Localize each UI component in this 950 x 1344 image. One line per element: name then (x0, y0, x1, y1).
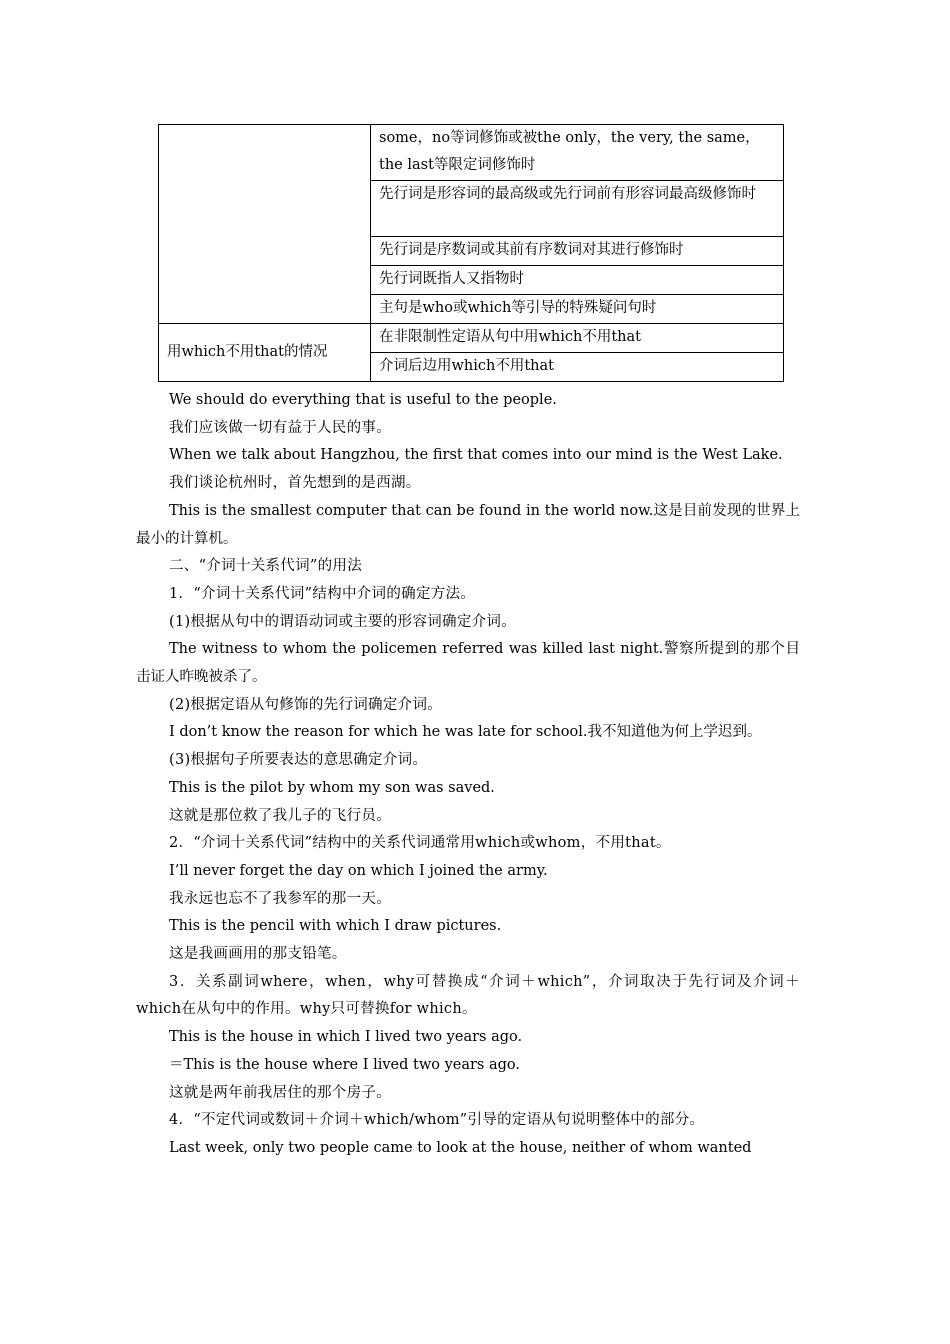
table-row (159, 324, 784, 353)
table-cell: 主句是who或which等引导的特殊疑问句时 (371, 295, 784, 324)
relative-pronoun-rules-table (158, 124, 784, 382)
sub-rule: (1)根据从句中的谓语动词或主要的形容词确定介词。 (169, 613, 517, 630)
translation: 我永远也忘不了我参军的那一天。 (169, 890, 391, 907)
example-sentence: I don’t know the reason for which he was late for school.我不知道他为何上学迟到。 (169, 724, 762, 741)
example-sentence: I’ll never forget the day on which I joined the army. (169, 862, 548, 879)
body-text (136, 387, 800, 1163)
example-sentence: When we talk about Hangzhou, the first that comes into our mind is the West Lake. (169, 447, 783, 464)
rule-heading: 2．“介词十关系代词”结构中的关系代词通常用which或whom，不用that。 (169, 835, 671, 852)
rule-heading: 4．“不定代词或数词＋介词＋which/whom”引导的定语从句说明整体中的部分。 (169, 1112, 705, 1129)
which-group-label: 用which不用that的情况 (159, 324, 371, 382)
table-cell: some，no等词修饰或被the only，the very, the same，the last等限定词修饰时 (371, 125, 784, 181)
translation: 这就是那位救了我儿子的飞行员。 (169, 807, 391, 824)
example-sentence: This is the pencil with which I draw pictures. (169, 918, 502, 935)
table-cell: 介词后边用which不用that (371, 353, 784, 382)
table-row (159, 125, 784, 181)
example-sentence: ＝This is the house where I lived two years ago. (169, 1056, 520, 1073)
example-sentence: We should do everything that is useful to the people. (169, 392, 557, 408)
table-cell: 先行词既指人又指物时 (371, 266, 784, 295)
translation: 这是我画画用的那支铅笔。 (169, 946, 347, 963)
example-sentence: This is the pilot by whom my son was saved. (169, 779, 495, 796)
table-cell-empty (159, 125, 371, 324)
sub-rule: (2)根据定语从句修饰的先行词确定介词。 (169, 696, 443, 713)
rule-heading: 3．关系副词where，when，why可替换成“介词＋which”，介词取决于先行词及介词＋which在从句中的作用。why只可替换for which。 (136, 973, 800, 1018)
example-sentence: This is the smallest computer that can be found in the world now.这是目前发现的世界上最小的计算机。 (136, 502, 800, 547)
translation: 我们谈论杭州时，首先想到的是西湖。 (169, 475, 421, 492)
rule-heading: 1．“介词十关系代词”结构中介词的确定方法。 (169, 585, 476, 602)
example-sentence: Last week, only two people came to look at the house, neither of whom wanted (169, 1139, 752, 1156)
table-cell: 先行词是序数词或其前有序数词对其进行修饰时 (371, 237, 784, 266)
translation: 这就是两年前我居住的那个房子。 (169, 1084, 391, 1101)
table-cell: 先行词是形容词的最高级或先行词前有形容词最高级修饰时 (371, 181, 784, 237)
example-sentence: This is the house in which I lived two years ago. (169, 1029, 523, 1046)
sub-rule: (3)根据句子所要表达的意思确定介词。 (169, 752, 428, 769)
section-heading: 二、“介词十关系代词”的用法 (169, 558, 363, 575)
example-sentence: The witness to whom the policemen referred was killed last night.警察所提到的那个目击证人昨晚被杀了。 (136, 641, 800, 686)
translation: 我们应该做一切有益于人民的事。 (169, 419, 391, 436)
table-cell: 在非限制性定语从句中用which不用that (371, 324, 784, 353)
